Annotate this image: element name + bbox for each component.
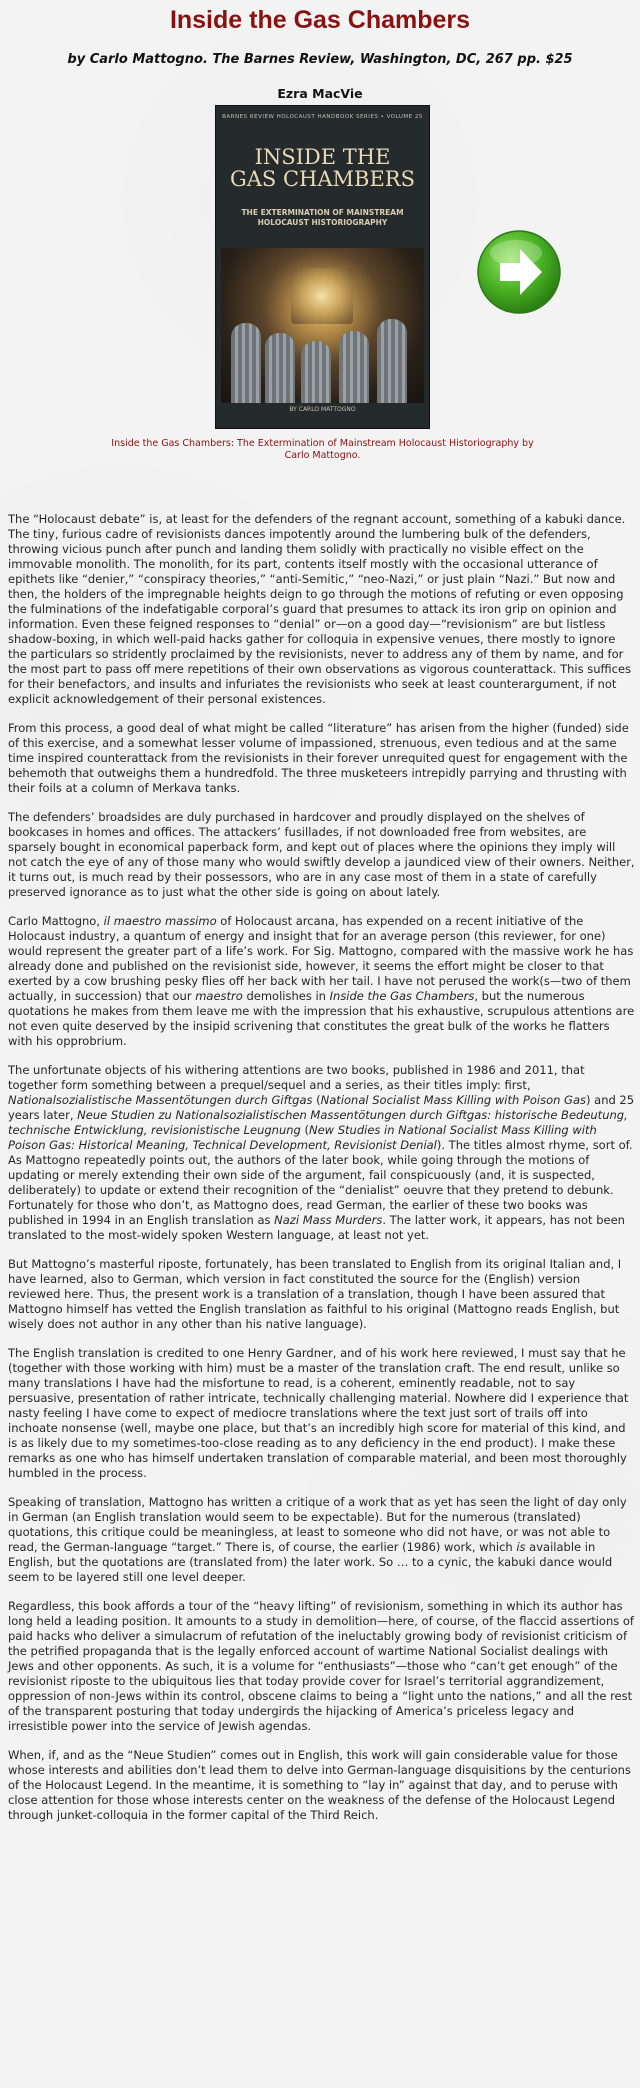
text-run: , but the numerous quotations he makes from them leave me with the impression that his exhaustive, scrupulous attentions are not even quite deserved by the insipid scrivening that constitutes the great bulk of the works he flatters with his opprobrium. xyxy=(8,989,635,1048)
italic-run: is xyxy=(516,1540,526,1554)
italic-run: National Socialist Mass Killing with Poison Gas xyxy=(320,1093,586,1107)
text-run: Carlo Mattogno, xyxy=(8,914,104,928)
text-run: ). The titles almost rhyme, sort of. As Mattogno repeatedly points out, the authors of the later book, while going through the motions of updating or merely extending their own side of the argument, fail conspicuously (and, it is suspected, deliberately) to update or extend their recognition of the “denialist” oeuvre that they pretend to debunk. Fortunately for those who don’t, as Mattogno does, read German, the earlier of these two books was published in 1994 in an English translation as xyxy=(8,1138,633,1227)
cover-author: BY CARLO MATTOGNO xyxy=(289,406,356,413)
cover-photo-figure xyxy=(339,331,369,403)
cover-subtitle-line-1: THE EXTERMINATION OF MAINSTREAM xyxy=(241,208,404,217)
book-cover-image[interactable] xyxy=(216,106,429,428)
article-paragraph: The defenders’ broadsides are duly purchased in hardcover and proudly displayed on the shelves of bookcases in homes and offices. The attackers’ fusillades, if not downloaded free from websites, are sparsely bought in economical paperback form, and kept out of places where the opinions they imply will not catch the eye of any of those many who would swiftly develop a jaundiced view of their owners. Neither, it turns out, is much read by their possessors, who are in any case most of them in a state of carefully preserved ignorance as to just what the other side is going on about lately. xyxy=(8,810,635,899)
article-paragraph xyxy=(8,1063,636,1243)
article-paragraph xyxy=(8,1495,636,1585)
article-paragraph: Regardless, this book affords a tour of the “heavy lifting” of revisionism, something in which its author has long held a leading position. It amounts to a study in demolition—here, of course, of the flaccid assertions of paid hacks who deliver a simulacrum of refutation of the ineluctably growing body of revisionist criticism of the petrified propaganda that is the legally enforced account of wartime National Socialist dealings with Jews and other opponents. As such, it is a volume for “enthusiasts”—those who “can’t get enough” of the revisionist riposte to the ubiquitous lies that today provide cover for Israel’s territorial aggrandizement, oppression of non-Jews within its control, obscene claims to being a “light unto the nations,” and all the rest of the transparent posturing that today undergirds the hijacking of America’s priceless legacy and irresistible power into the service of Jewish agendas. xyxy=(8,1599,634,1733)
cover-title-line-2: GAS CHAMBERS xyxy=(229,167,415,191)
caption-line-1: Inside the Gas Chambers: The Extermination of Mainstream Holocaust Historiography by xyxy=(111,438,534,449)
cover-caption xyxy=(70,438,575,462)
cover-series-text: BARNES REVIEW HOLOCAUST HANDBOOK SERIES • VOLUME 25 xyxy=(222,114,423,120)
book-citation: by Carlo Mattogno. The Barnes Review, Washington, DC, 267 pp. $25 xyxy=(67,52,573,67)
text-run: ) and 25 years later, xyxy=(8,1093,635,1122)
italic-run: Nazi Mass Murders xyxy=(274,1213,383,1227)
text-run: available in English, but the quotations are (translated from) the later work. So … to a cynic, the kabuki dance would seem to be layered still one level deeper. xyxy=(8,1540,613,1584)
cover-photo-figure xyxy=(301,341,331,403)
italic-run: Neue Studien zu Nationalsozialistischen Massentötungen durch Giftgas: historische Bedeutung, technische Entwicklung, revisionistische Leugnung xyxy=(8,1108,628,1137)
article-paragraph: From this process, a good deal of what might be called “literature” has arisen from the higher (funded) side of this exercise, and a somewhat lesser volume of impassioned, strenuous, even tedious and at the same time inspired counterattack from the revisionists in their forever unrequited quest for engagement with the behemoth that outweighs them a hundredfold. The three musketeers intrepidly parrying and thrusting with their foils at a column of Merkava tanks. xyxy=(8,721,629,795)
italic-run: Nationalsozialistische Massentötungen durch Giftgas xyxy=(8,1093,313,1107)
article-paragraph xyxy=(8,914,636,1049)
cover-photo-figure xyxy=(377,319,407,403)
cover-photo xyxy=(221,248,424,403)
article-paragraph: But Mattogno’s masterful riposte, fortunately, has been translated to English from its original Italian and, I have learned, also to German, which version in fact constituted the source for the (English) version reviewed here. Thus, the present work is a translation of a translation, though I have been assured that Mattogno himself has vetted the English translation as faithful to his original (Mattogno reads English, but wisely does not author in any other than his native language). xyxy=(8,1257,622,1331)
article-body xyxy=(8,512,636,1837)
review-author: Ezra MacVie xyxy=(277,86,363,101)
italic-run: il maestro massimo xyxy=(103,914,217,928)
cover-photo-figure xyxy=(231,323,261,403)
page-title: Inside the Gas Chambers xyxy=(169,6,471,34)
text-run: Speaking of translation, Mattogno has written a critique of a work that as yet has seen the light of day only in German (an English translation would seem to be expectable). But for the numerous (translated) quotations, this critique could be meaningless, at least to someone who did not have, or was not able to read, the German-language “target.” There is, of course, the earlier (1986) work, which xyxy=(8,1495,627,1554)
cover-subtitle xyxy=(216,208,429,228)
article-paragraph: The “Holocaust debate” is, at least for the defenders of the regnant account, something of a kabuki dance. The tiny, furious cadre of revisionists dances impotently around the lumbering bulk of the defenders, throwing vicious punch after punch and landing them solidly with practically no visible effect on the immovable monolith. The monolith, for its part, contents itself mostly with the occasional utterance of epithets like “denier,” “conspiracy theories,” “anti-Semitic,” “neo-Nazi,” or just plain “Nazi.” But now and then, the holders of the impregnable heights deign to go through the motions of refuting or even opposing the fulminations of the indefatigable corporal’s guard that presumes to attack its iron grip on opinion and information. Even these feigned responses to “denial” or—on a good day—“revisionism” are but listless shadow-boxing, in which well-paid hacks gather for colloquia in expensive venues, there mostly to ignore the particulars so stridently proclaimed by the revisionists, never to address any of them by name, and for the most part to pass off mere repetitions of their own observations as vigorous counterattack. This suffices for their benefactors, and insults and infuriates the revisionists who seek at least counterargument, if not explicit acknowledgement of their personal existences. xyxy=(8,512,632,706)
italic-run: maestro xyxy=(195,989,243,1003)
caption-line-2: Carlo Mattogno. xyxy=(284,450,361,461)
italic-run: New Studies in National Socialist Mass Killing with Poison Gas: Historical Meaning, Technical Development, Revisionist Denial xyxy=(8,1123,597,1152)
text-run: ( xyxy=(300,1123,309,1137)
article-paragraph: The English translation is credited to one Henry Gardner, and of his work here reviewed, I must say that he (together with those working with him) must be a master of the translation craft. The end result, unlike so many translations I have had the misfortune to read, is a coherent, eminently readable, not to say persuasive, presentation of rather intricate, technically challenging material. Nowhere did I experience that nasty feeling I have come to expect of mediocre translations where the text just sort of trails off into inchoate nonsense (well, maybe one place, but that’s an incredibly high score for material of this kind, and is as likely due to my sometimes-too-close reading as to any deficiency in the end product). I make these remarks as one who has himself undertaken translation of comparable material, and been most thoroughly humbled in the process. xyxy=(8,1346,629,1480)
text-run: . The latter work, it appears, has not been translated to the most-widely spoken Western language, at least not yet. xyxy=(8,1213,625,1242)
text-run: demolishes in xyxy=(242,989,330,1003)
text-run: of Holocaust arcana, has expended on a recent initiative of the Holocaust industry, a quantum of energy and insight that for an average person (this reviewer, for one) would represent the greater part of a life’s work. For Sig. Mattogno, compared with the massive work he has already done and published on the revisionist side, however, it seems the effort might be closer to that exerted by a cow brushing pesky flies off her back with her tail. I have not perused the work(s—two of them actually, in succession) that our xyxy=(8,914,634,1003)
text-run: The unfortunate objects of his withering attentions are two books, published in 1986 and 2011, that together form something between a prequel/sequel and a series, as their titles imply: first, xyxy=(8,1063,585,1092)
cover-subtitle-line-2: HOLOCAUST HISTORIOGRAPHY xyxy=(257,218,388,227)
cover-photo-figure xyxy=(265,333,295,403)
cover-title-line-1: INSIDE THE xyxy=(254,145,391,169)
text-run: ( xyxy=(312,1093,321,1107)
next-arrow-icon[interactable] xyxy=(476,229,562,315)
italic-run: Inside the Gas Chambers xyxy=(329,989,475,1003)
article-paragraph: When, if, and as the “Neue Studien” comes out in English, this work will gain considerable value for those whose interests and abilities don’t lead them to delve into German-language disquisitions by the centurions of the Holocaust Legend. In the meantime, it is something to “lay in” against that day, and to peruse with close attention for those whose interests center on the weakness of the defense of the Holocaust Legend through junket-colloquia in the former capital of the Third Reich. xyxy=(8,1748,631,1822)
cover-title xyxy=(216,146,429,190)
cover-photo-tunnel xyxy=(291,268,353,324)
